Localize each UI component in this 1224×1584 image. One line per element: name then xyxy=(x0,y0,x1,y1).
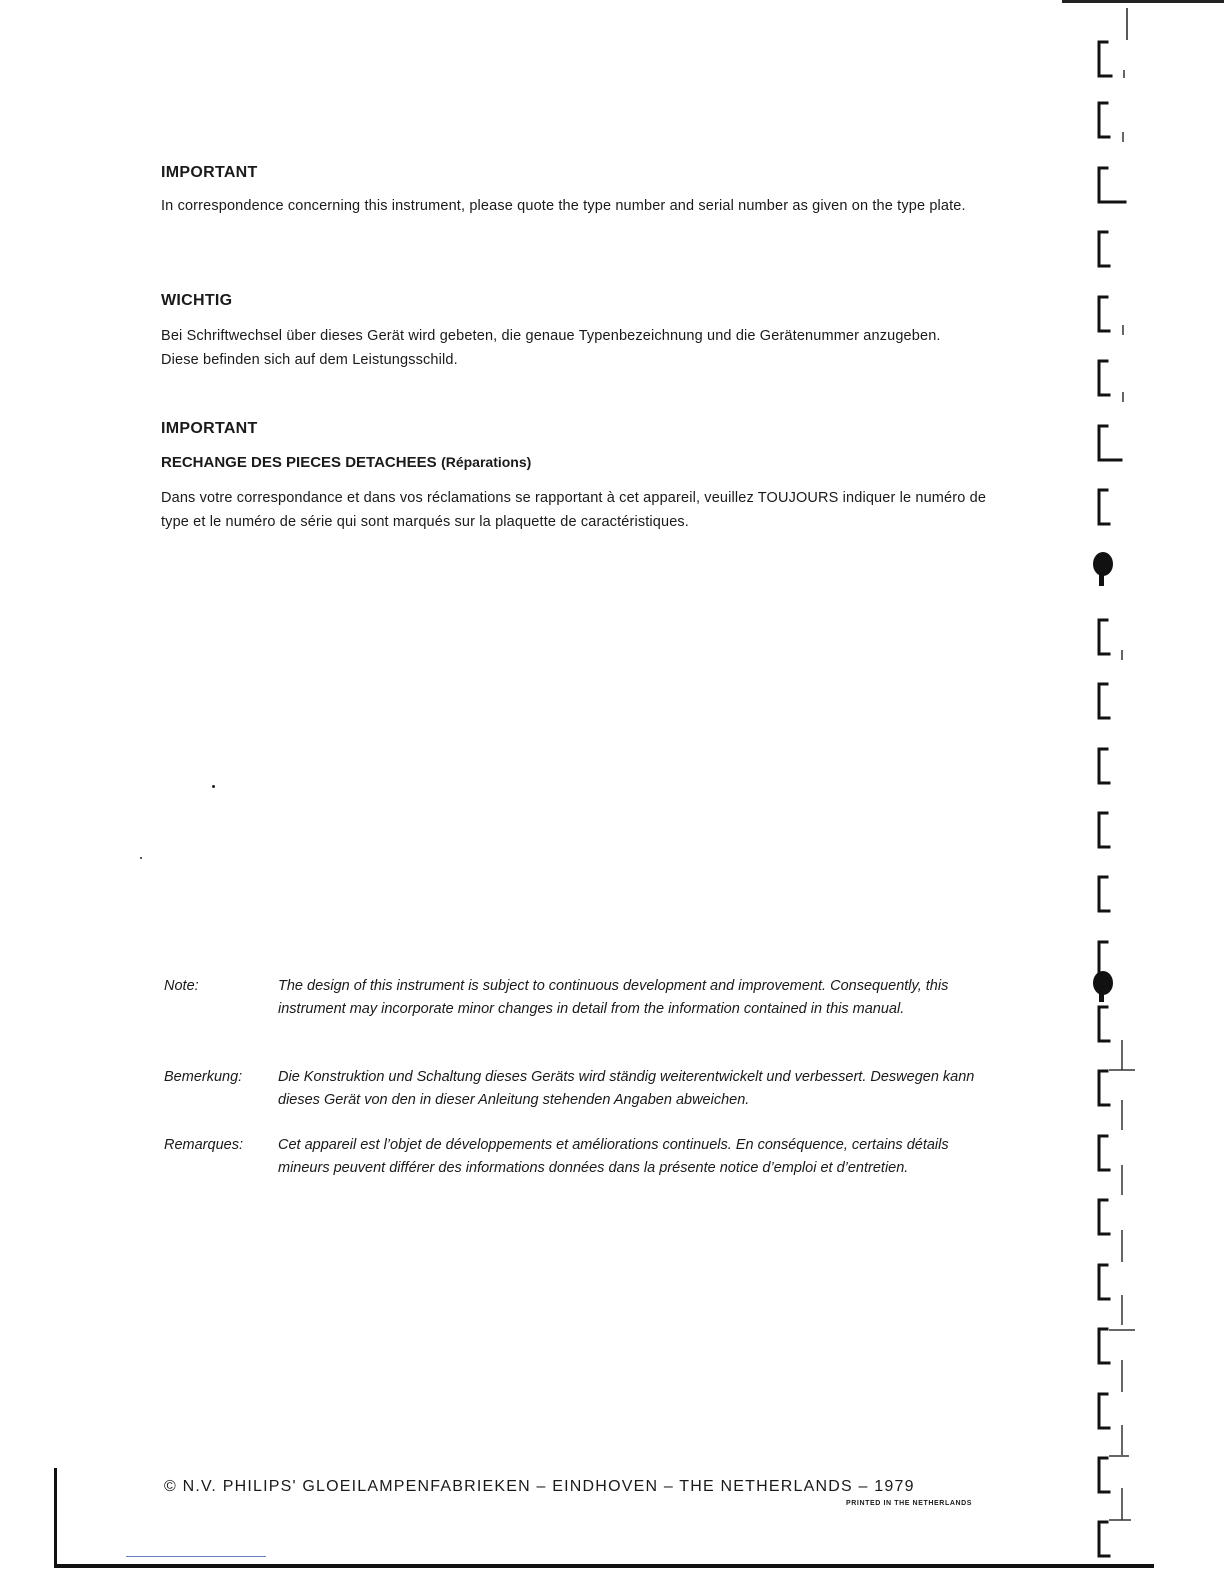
section-text: In correspondence concerning this instrument, please quote the type number and serial number as given on the type plate. xyxy=(161,198,966,214)
copyright-line: © N.V. PHILIPS' GLOEILAMPENFABRIEKEN – EINDHOVEN – THE NETHERLANDS – 1979 xyxy=(164,1478,915,1495)
note-label: Bemerkung: xyxy=(164,1069,243,1085)
scan-edge-bottom xyxy=(54,1564,1154,1568)
note-label: Remarques: xyxy=(164,1137,243,1153)
section-english xyxy=(161,164,1021,218)
subheading-note: (Réparations) xyxy=(441,454,532,470)
section-subheading xyxy=(161,454,1021,472)
section-heading: WICHTIG xyxy=(161,292,233,309)
spiral-binding-marks xyxy=(1085,0,1224,1584)
section-text: Bei Schriftwechsel über dieses Gerät wird gebeten, die genaue Typenbezeichnung und die Gerätenummer anzugeben. Diese befinden sich auf dem Leistungsschild. xyxy=(161,328,941,368)
printed-in-line: PRINTED IN THE NETHERLANDS xyxy=(846,1500,973,1507)
scan-speck xyxy=(140,857,142,859)
section-heading: IMPORTANT xyxy=(161,164,258,181)
note-text: Cet appareil est l’objet de développements et améliorations continuels. En conséquence, certains détails mineurs peuvent différer des informations données dans la présente notice d’emploi et d’entretien. xyxy=(278,1137,949,1176)
scan-blue-mark xyxy=(126,1556,266,1557)
note-text: The design of this instrument is subject to continuous development and improvement. Consequently, this instrument may incorporate minor changes in detail from the information contained in this manual. xyxy=(278,978,949,1017)
section-heading: IMPORTANT xyxy=(161,420,258,437)
scan-edge-left xyxy=(54,1468,57,1568)
section-french xyxy=(161,420,1021,534)
note-label: Note: xyxy=(164,978,199,994)
subheading-title: RECHANGE DES PIECES DETACHEES xyxy=(161,454,437,471)
note-text: Die Konstruktion und Schaltung dieses Geräts wird ständig weiterentwickelt und verbessert. Deswegen kann dieses Gerät von den in dieser Anleitung stehenden Angaben abweichen. xyxy=(278,1069,975,1108)
scan-speck xyxy=(212,785,215,788)
section-german xyxy=(161,292,1021,372)
section-text: Dans votre correspondance et dans vos réclamations se rapportant à cet appareil, veuillez TOUJOURS indiquer le numéro de type et le numéro de série qui sont marqués sur la plaquette de caractéristiques. xyxy=(161,490,987,530)
